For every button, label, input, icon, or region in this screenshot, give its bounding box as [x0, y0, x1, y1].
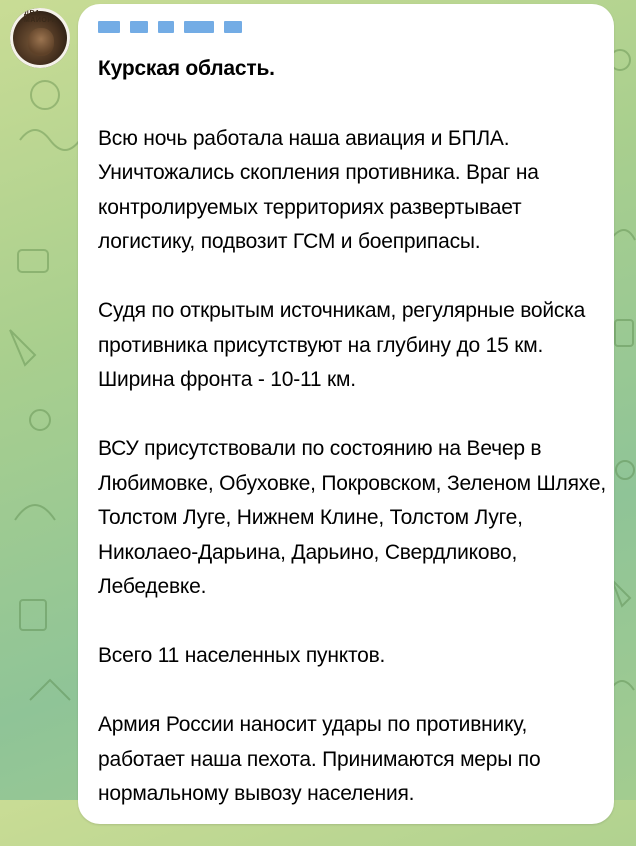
- blur-block: [184, 21, 214, 33]
- channel-avatar[interactable]: [10, 8, 70, 68]
- message-paragraph: Армия России наносит удары по противнику, работает наша пехота. Принимаются меры по нормальному вывозу населения.: [98, 713, 541, 805]
- message-paragraph: ВСУ присутствовали по состоянию на Вечер в Любимовке, Обуховке, Покровском, Зеленом Шляхе, Толстом Луге, Нижнем Клине, Толстом Луге, Николаео-Дарьина, Дарьино, Свердликово, Лебедевке.: [98, 437, 606, 598]
- message-paragraph: Всю ночь работала наша авиация и БПЛА. Уничтожались скопления противника. Враг на контролируемых территориях развертывает логистику, подвозит ГСМ и боеприпасы.: [98, 126, 539, 253]
- message-title: Курская область.: [98, 57, 275, 80]
- avatar-animal-image: [28, 28, 54, 56]
- sender-name: [98, 14, 134, 28]
- message-paragraph: Всего 11 населенных пунктов.: [98, 644, 386, 667]
- message-text: [98, 52, 608, 846]
- avatar-ring-text: ДВА МАЙОРА: [24, 10, 58, 24]
- message-paragraph: Судя по открытым источникам, регулярные войска противника присутствуют на глубину до 15 км. Ширина фронта - 10-11 км.: [98, 299, 586, 391]
- blur-block: [158, 21, 174, 33]
- blur-block: [224, 21, 242, 33]
